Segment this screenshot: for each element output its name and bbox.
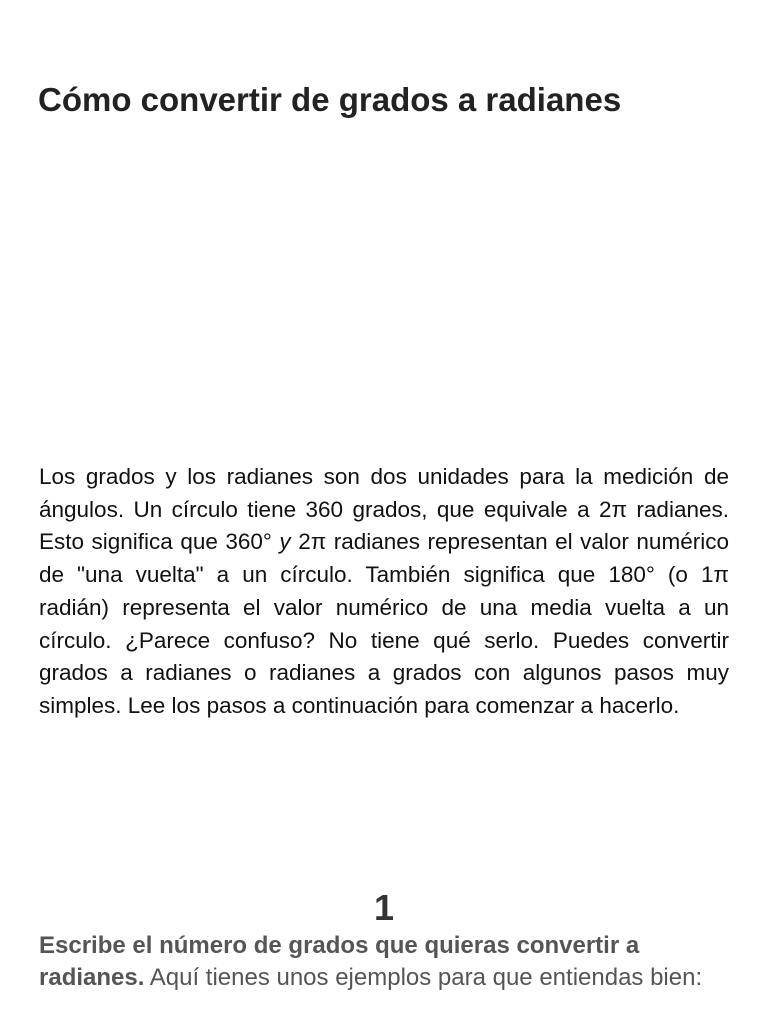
step-description	[39, 930, 729, 994]
step-body-text: Aquí tienes unos ejemplos para que entiendas bien:	[149, 964, 703, 991]
page-title: Cómo convertir de grados a radianes	[38, 81, 622, 118]
step-number: 1	[373, 887, 395, 928]
intro-italic-y: y	[279, 529, 291, 555]
intro-text-part-2: 2π radianes representan el valor numérico de "una vuelta" a un círculo. También significa que 180° (o 1π radián) representa el valor numérico de una media vuelta a un círculo. ¿Parece confuso? No tiene qué serlo. Puedes convertir grados a radianes o radianes a grados con algunos pasos muy simples. Lee los pasos a continuación para comenzar a hacerlo.	[39, 529, 729, 718]
intro-paragraph	[39, 461, 729, 723]
step-bold-text: Escribe el número de grados que quieras convertir a radianes.	[39, 932, 640, 991]
intro-text-part-1: Los grados y los radianes son dos unidades para la medición de ángulos. Un círculo tiene 360 grados, que equivale a 2π radianes. Esto significa que 360°	[39, 464, 729, 555]
